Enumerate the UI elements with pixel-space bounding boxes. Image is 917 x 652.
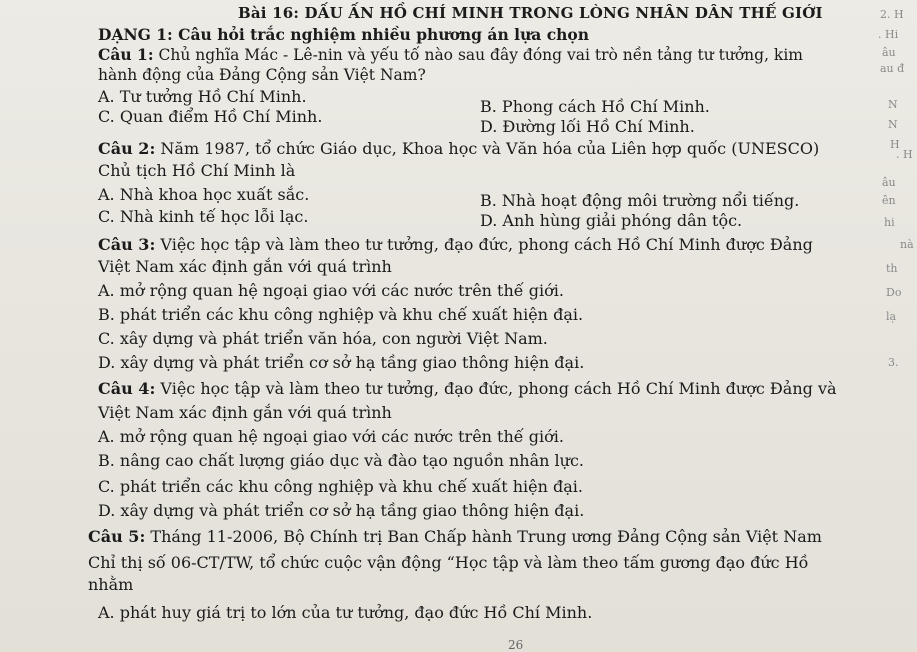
question-5-label: Câu 5: [88,527,146,546]
q5-option-a: A. phát huy giá trị to lớn của tư tưởng, đạo đức Hồ Chí Minh. [98,603,593,622]
question-2-text: Năm 1987, tổ chức Giáo dục, Khoa học và Văn hóa của Liên hợp quốc (UNESCO) [155,139,820,158]
q3-option-c: C. xây dựng và phát triển văn hóa, con người Việt Nam. [98,329,548,348]
question-1-line-1 [98,46,803,64]
edge-fragment: lạ [886,310,897,323]
edge-fragment: Do [886,286,902,299]
question-2-label: Câu 2: [98,139,156,158]
q2-option-b: B. Nhà hoạt động môi trường nổi tiếng. [480,191,800,210]
question-1-label: Câu 1: [98,45,154,64]
edge-fragment: . H [896,148,913,161]
question-3-label: Câu 3: [98,235,156,254]
q2-option-d: D. Anh hùng giải phóng dân tộc. [480,211,743,230]
edge-fragment: âu [882,46,896,59]
lesson-title: Bài 16: DẤU ẤN HỒ CHÍ MINH TRONG LÒNG NHÂN DÂN THẾ GIỚI [238,4,823,22]
edge-fragment: nà [900,238,914,251]
question-3-line-2: Việt Nam xác định gắn với quá trình [98,257,392,276]
question-1-text: Chủ nghĩa Mác - Lê-nin và yếu tố nào sau đây đóng vai trò nền tảng tư tưởng, kim [153,46,803,64]
q2-option-a: A. Nhà khoa học xuất sắc. [98,185,310,204]
question-3-text: Việc học tập và làm theo tư tưởng, đạo đức, phong cách Hồ Chí Minh được Đảng [155,235,813,254]
q4-option-a: A. mở rộng quan hệ ngoại giao với các nước trên thế giới. [98,427,564,446]
q4-option-b: B. nâng cao chất lượng giáo dục và đào tạo nguồn nhân lực. [98,451,584,470]
edge-fragment: th [886,262,898,275]
q3-option-d: D. xây dựng và phát triển cơ sở hạ tầng giao thông hiện đại. [98,353,585,372]
question-5-line-3: nhằm [88,575,134,594]
edge-fragment: ên [882,194,896,207]
page-number: 26 [508,638,524,652]
q1-option-c: C. Quan điểm Hồ Chí Minh. [98,107,323,126]
q4-option-d: D. xây dựng và phát triển cơ sở hạ tầng giao thông hiện đại. [98,501,585,520]
question-5-line-2: Chỉ thị số 06-CT/TW, tổ chức cuộc vận động “Học tập và làm theo tấm gương đạo đức Hồ [88,553,809,572]
q3-option-b: B. phát triển các khu công nghiệp và khu chế xuất hiện đại. [98,305,584,324]
q4-option-c: C. phát triển các khu công nghiệp và khu chế xuất hiện đại. [98,477,583,496]
question-2-line-1 [98,140,819,158]
question-4-line-1 [98,380,837,398]
question-4-line-2: Việt Nam xác định gắn với quá trình [98,403,392,422]
edge-fragment: N [888,118,898,131]
question-4-label: Câu 4: [98,379,156,398]
edge-fragment: 3. [888,356,899,369]
q1-option-d: D. Đường lối Hồ Chí Minh. [480,117,695,136]
q2-option-c: C. Nhà kinh tế học lỗi lạc. [98,207,309,226]
q1-option-a: A. Tư tưởng Hồ Chí Minh. [98,87,307,106]
edge-fragment: N [888,98,898,111]
q3-option-a: A. mở rộng quan hệ ngoại giao với các nước trên thế giới. [98,281,564,300]
question-5-text: Tháng 11-2006, Bộ Chính trị Ban Chấp hành Trung ương Đảng Cộng sản Việt Nam [145,527,822,546]
section-heading: DẠNG 1: Câu hỏi trắc nghiệm nhiều phương án lựa chọn [98,25,590,44]
question-5-line-1 [88,528,822,546]
q1-option-b: B. Phong cách Hồ Chí Minh. [480,97,710,116]
edge-fragment: âu [882,176,896,189]
edge-fragment: hi [884,216,895,229]
question-1-line-2: hành động của Đảng Cộng sản Việt Nam? [98,66,426,84]
edge-fragment: H [890,138,900,151]
edge-fragment: 2. H [880,8,904,21]
question-2-line-2: Chủ tịch Hồ Chí Minh là [98,161,296,180]
edge-fragment: . Hi [878,28,899,41]
edge-fragment: au đ [880,62,905,75]
question-3-line-1 [98,236,813,254]
question-4-text: Việc học tập và làm theo tư tưởng, đạo đức, phong cách Hồ Chí Minh được Đảng và [155,379,837,398]
